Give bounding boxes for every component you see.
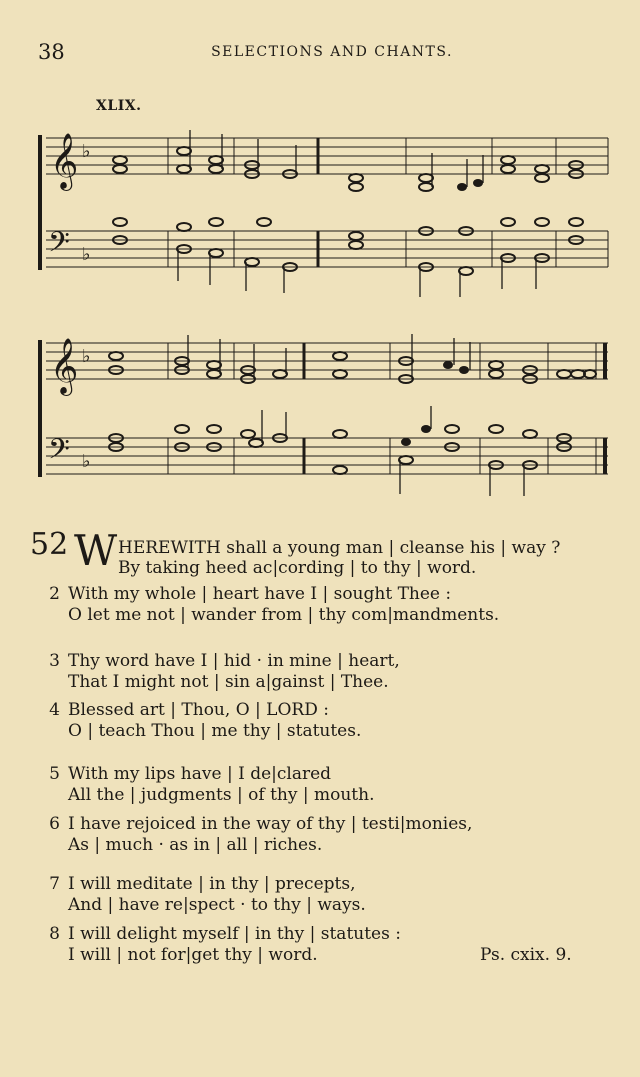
psalm-number: 52 xyxy=(30,527,69,562)
svg-text:♭: ♭ xyxy=(82,141,91,162)
svg-text:𝄞: 𝄞 xyxy=(50,133,79,189)
verse-line-1: I will delight myself | in thy | statutes : xyxy=(68,924,401,944)
svg-text:𝄞: 𝄞 xyxy=(50,338,79,394)
verse-line-2: All the | judgments | of thy | mouth. xyxy=(68,785,375,805)
verse-line-2: I will | not for|get thy | word. xyxy=(68,945,318,965)
verse-number: 6 xyxy=(49,814,60,834)
svg-text:𝄢: 𝄢 xyxy=(48,433,70,473)
verse-number: 5 xyxy=(49,764,60,784)
verse-number: 3 xyxy=(49,651,60,671)
verse-line-2: And | have re|spect · to thy | ways. xyxy=(68,895,366,915)
svg-text:𝄢: 𝄢 xyxy=(48,226,70,266)
verse-line-1: With my whole | heart have I | sought Thee : xyxy=(68,584,452,604)
verse-line-1: Blessed art | Thou, O | LORD : xyxy=(68,700,329,720)
page-number: 38 xyxy=(38,40,65,64)
verse-number: 2 xyxy=(49,584,60,604)
verse-line-1: Thy word have I | hid · in mine | heart, xyxy=(68,651,400,671)
verse-1-line-2: By taking heed ac|cording | to thy | word. xyxy=(118,558,477,578)
verse-line-2: O | teach Thou | me thy | statutes. xyxy=(68,721,362,741)
verse-line-2: O let me not | wander from | thy com|mandments. xyxy=(68,605,500,625)
verse-number: 8 xyxy=(49,924,60,944)
scripture-reference: Ps. cxix. 9. xyxy=(480,945,572,965)
verse-number: 7 xyxy=(49,874,60,894)
verse-number: 4 xyxy=(49,700,60,720)
verse-line-1: I have rejoiced in the way of thy | testi|monies, xyxy=(68,814,473,834)
verse-line-1: With my lips have | I de|clared xyxy=(68,764,332,784)
verse-line-2: That I might not | sin a|gainst | Thee. xyxy=(68,672,389,692)
music-system-2 xyxy=(0,330,640,505)
running-title: SELECTIONS AND CHANTS. xyxy=(211,44,453,60)
music-system-1 xyxy=(0,125,640,305)
svg-text:♭: ♭ xyxy=(82,451,91,472)
chant-number: XLIX. xyxy=(96,98,142,114)
verse-line-1: I will meditate | in thy | precepts, xyxy=(68,874,356,894)
verse-1-line-1: HEREWITH shall a young man | cleanse his | way ? xyxy=(118,538,561,558)
svg-text:♭: ♭ xyxy=(82,244,91,265)
drop-cap: W xyxy=(74,526,118,575)
svg-text:♭: ♭ xyxy=(82,346,91,367)
verse-line-2: As | much · as in | all | riches. xyxy=(68,835,323,855)
